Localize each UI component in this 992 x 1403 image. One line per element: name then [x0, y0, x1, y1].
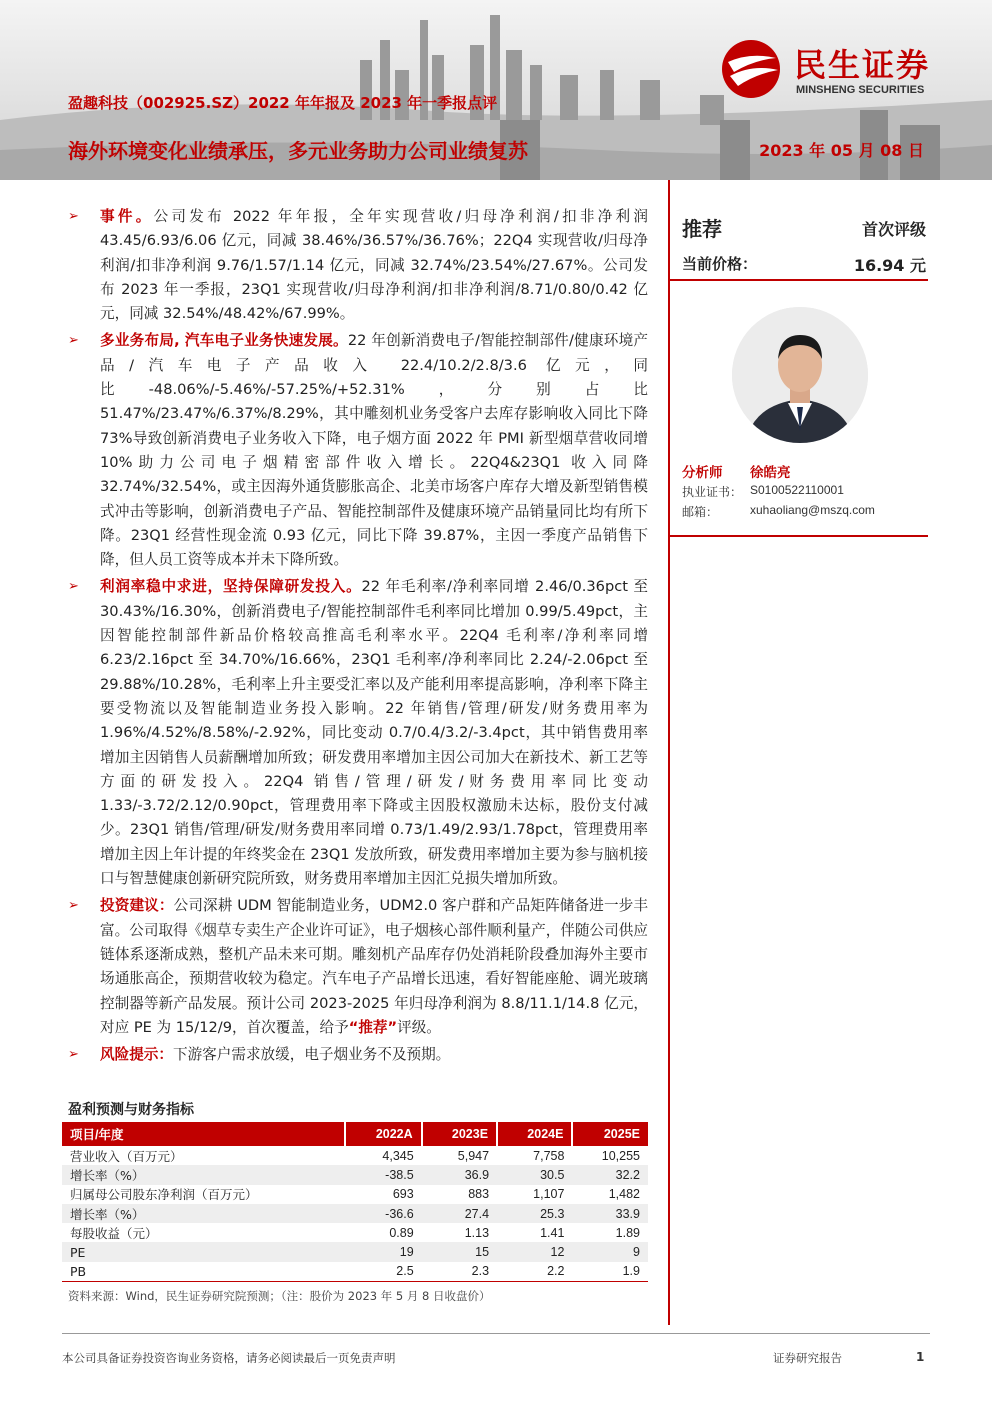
- table-cell: 4,345: [382, 1148, 414, 1163]
- sidebar-rule: [670, 279, 928, 281]
- paragraph-text: 22 年毛利率/净利率同增 2.46/0.36pct 至 30.43%/16.30%，创新消费电子/智能控制部件毛利率同比增加 0.99/5.49pct，主因智能控制部件新品价格较高推高毛利率水平。22Q4 毛利率/净利率同增 6.23/2.16pct 至 34.70%/16.66%，23Q1 毛利率/净利率同比 2.24/-2.06pct 至 29.88%/10.28%，毛利率上升主要受汇率以及产能利用率提高影响，净利率下降主要受物流以及智能制造业务投入影响。22 年销售/管理/研发/财务费用率为 1.96%/4.52%/8.58%/-2.92%，同比变动 0.7/0.4/3.2/-3.4pct，其中销售费用率增加主因销售人员薪酬增加所致；研发费用率增加主因公司加大在新技术、新工艺等方面的研发投入。22Q4 销售/管理/研发/财务费用率同比变动 1.33/-3.72/2.12/0.90pct，管理费用率下降或主因股权激励未达标，股份支付减少。23Q1 销售/管理/研发/财务费用率同增 0.73/1.49/2.93/1.78pct，管理费用率增加主因上年计提的年终奖金在 23Q1 发放所致，研发费用率增加主要为参与脑机接口与智慧健康创新研究院所致，财务费用率增加主因汇兑损失增加所致。: [100, 578, 648, 888]
- footer-disclaimer: 本公司具备证券投资咨询业务资格，请务必阅读最后一页免责声明: [62, 1351, 396, 1365]
- footer-report-type: 证券研究报告: [773, 1351, 842, 1365]
- main-content: [68, 205, 648, 1067]
- paragraph-investment: [68, 894, 648, 1040]
- table-header: 2024E: [497, 1122, 572, 1146]
- table-cell: 693: [392, 1187, 414, 1202]
- table-row: [62, 1262, 648, 1282]
- paragraph-lead: 事件。: [100, 208, 154, 225]
- table-cell: 0.89: [389, 1225, 414, 1240]
- table-cell: -36.6: [345, 1204, 421, 1223]
- column-divider: [668, 180, 670, 1325]
- table-cell: 2.3: [422, 1262, 497, 1282]
- table-cell: 32.2: [572, 1165, 648, 1184]
- table-cell: 36.9: [422, 1165, 497, 1184]
- table-row: [62, 1242, 648, 1261]
- paragraph-lead: 多业务布局, 汽车电子业务快速发展。: [100, 332, 348, 350]
- table-cell: 10,255: [601, 1148, 640, 1163]
- paragraph-business: [68, 329, 648, 572]
- table-cell: 12: [497, 1242, 572, 1261]
- table-cell: 15: [422, 1242, 497, 1261]
- rating-highlight: “推荐”: [348, 1018, 398, 1036]
- paragraph-tail: 评级。: [397, 1018, 441, 1036]
- table-cell: 25.3: [497, 1204, 572, 1223]
- table-cell: 1.9: [572, 1262, 648, 1282]
- table-cell: 2.2: [497, 1262, 572, 1282]
- logo-chinese-text: 民生证券: [794, 46, 931, 84]
- table-cell: 7,758: [533, 1148, 565, 1163]
- financial-table: [62, 1122, 648, 1282]
- table-row: [62, 1223, 648, 1242]
- bullet-arrow-icon: ➢: [68, 1047, 79, 1063]
- table-header: 2023E: [422, 1122, 497, 1146]
- paragraph-text: 公司发布 2022 年年报，全年实现营收/归母净利润/扣非净利润 43.45/6.93/6.06 亿元，同减 38.46%/36.57%/36.76%；22Q4 实现营收/归母净利润/扣非净利润 9.76/1.57/1.14 亿元，同减 32.74%/23.54%/27.67%。公司发布 2023 年一季报，23Q1 实现营收/归母净利润/扣非净利润/8.71/0.80/0.42 亿元，同减 32.54%/48.42%/67.99%。: [100, 208, 648, 323]
- logo-english-text: MINSHENG SECURITIES: [796, 84, 925, 96]
- rating-note: 首次评级: [861, 220, 926, 239]
- report-date: 2023 年 05 月 08 日: [759, 141, 924, 160]
- table-cell: 9: [572, 1242, 648, 1261]
- table-cell: PB: [62, 1262, 345, 1282]
- paragraph-margin: [68, 575, 648, 891]
- table-header: 2025E: [572, 1122, 648, 1146]
- table-cell: 增长率（%）: [62, 1204, 345, 1223]
- sidebar-rule-bottom: [670, 535, 928, 537]
- analyst-label: 分析师: [682, 465, 723, 481]
- bullet-arrow-icon: ➢: [68, 579, 79, 595]
- paragraph-event: [68, 205, 648, 326]
- table-row: [62, 1204, 648, 1223]
- table-row: [62, 1185, 648, 1204]
- paragraph-lead: 投资建议：: [100, 897, 174, 915]
- table-cell: 27.4: [422, 1204, 497, 1223]
- price-label: 当前价格：: [682, 255, 758, 273]
- table-cell: 1.89: [615, 1225, 640, 1240]
- table-cell: -38.5: [345, 1165, 421, 1184]
- table-source-note: 资料来源：Wind，民生证券研究院预测；（注：股价为 2023 年 5 月 8 日收盘价）: [68, 1289, 491, 1303]
- table-cell: 1,107: [533, 1187, 565, 1202]
- minsheng-logo: [720, 38, 970, 102]
- table-header-row: [62, 1122, 648, 1146]
- analyst-name: 徐皓亮: [750, 465, 791, 481]
- table-cell: 5,947: [457, 1148, 490, 1163]
- page-number: 1: [916, 1350, 925, 1364]
- bullet-arrow-icon: ➢: [68, 898, 79, 914]
- rating-label: 推荐: [682, 217, 722, 241]
- paragraph-lead: 利润率稳中求进，坚持保障研发投入。: [100, 578, 362, 596]
- paragraph-risk: [68, 1043, 648, 1067]
- table-cell: 每股收益（元）: [70, 1225, 158, 1241]
- table-cell: 1.41: [540, 1225, 565, 1240]
- table-cell: 增长率（%）: [62, 1165, 345, 1184]
- table-cell: 归属母公司股东净利润（百万元）: [70, 1187, 258, 1203]
- price-value: 16.94 元: [853, 256, 926, 275]
- cert-label: 执业证书：: [682, 485, 743, 499]
- header-banner: [0, 0, 992, 180]
- bullet-arrow-icon: ➢: [68, 209, 79, 224]
- table-cell: 883: [468, 1187, 490, 1202]
- table-cell: 营业收入（百万元）: [70, 1148, 183, 1164]
- paragraph-text: 22 年创新消费电子/智能控制部件/健康环境产品/汽车电子产品收入 22.4/10.2/2.8/3.6 亿元，同比-48.06%/-5.46%/-57.25%/+52.31%，分别占比 51.47%/23.47%/6.37%/8.29%，其中雕刻机业务受客户去库存影响收入同比下降 73%导致创新消费电子业务收入下降，电子烟方面 2022 年 PMI 新型烟草营收同增 10%助力公司电子烟精密部件收入增长。22Q4&23Q1 收入同降 32.74%/32.54%，或主因海外通货膨胀高企、北美市场客户库存大增及新型销售模式冲击等影响，创新消费电子产品、智能控制部件及健康环境产品销量同比均有所下降。23Q1 经营性现金流 0.93 亿元，同比下降 39.87%，主因一季度产品销售下降，但人员工资等成本并未下降所致。: [100, 332, 648, 569]
- table-header: 项目/年度: [62, 1122, 345, 1146]
- table-cell: PE: [62, 1242, 345, 1261]
- analyst-photo: [732, 307, 868, 443]
- report-subtitle: 盈趣科技（002925.SZ）2022 年年报及 2023 年一季报点评: [68, 94, 498, 112]
- table-row: [62, 1146, 648, 1165]
- analyst-portrait-icon: [732, 307, 868, 443]
- table-cell: 33.9: [572, 1204, 648, 1223]
- table-cell: 19: [345, 1242, 421, 1261]
- footer-divider: [62, 1333, 930, 1334]
- table-cell: 1.13: [464, 1225, 490, 1240]
- report-title: 海外环境变化业绩承压，多元业务助力公司业绩复苏: [68, 139, 528, 163]
- table-row: [62, 1165, 648, 1184]
- paragraph-text: 公司深耕 UDM 智能制造业务，UDM2.0 客户群和产品矩阵储备进一步丰富。公司取得《烟草专卖生产企业许可证》，电子烟核心部件顺利量产，伴随公司供应链体系逐渐成熟，整机产品未来可期。雕刻机产品库存仍处消耗阶段叠加海外主要市场通胀高企，预期营收较为稳定。汽车电子产品增长迅速，看好智能座舱、调光玻璃控制器等新产品发展。预计公司 2023-2025 年归母净利润为 8.8/11.1/14.8 亿元，对应 PE 为 15/12/9，首次覆盖，给予: [100, 897, 648, 1036]
- table-cell: 1,482: [608, 1187, 640, 1202]
- bullet-arrow-icon: ➢: [68, 333, 79, 349]
- table-title: 盈利预测与财务指标: [68, 1102, 194, 1118]
- paragraph-text: 下游客户需求放缓，电子烟业务不及预期。: [172, 1046, 451, 1064]
- paragraph-lead: 风险提示：: [100, 1046, 173, 1064]
- email-value[interactable]: xuhaoliang@mszq.com: [750, 503, 875, 517]
- table-header: 2022A: [345, 1122, 421, 1146]
- cert-value: S0100522110001: [750, 483, 844, 497]
- table-cell: 30.5: [497, 1165, 572, 1184]
- email-label: 邮箱：: [682, 505, 719, 519]
- table-cell: 2.5: [345, 1262, 421, 1282]
- minsheng-logo-icon: [720, 38, 786, 98]
